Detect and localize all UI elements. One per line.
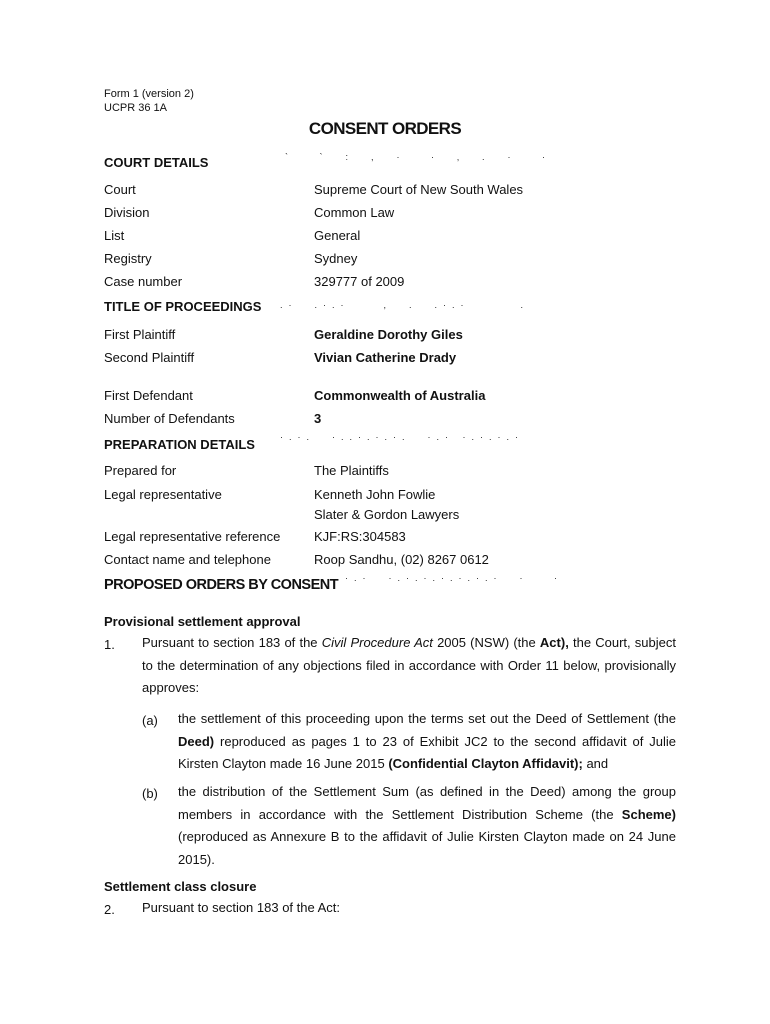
field-label: Number of Defendants bbox=[104, 411, 235, 426]
form-version: Form 1 (version 2) bbox=[104, 88, 194, 100]
first-plaintiff-row bbox=[104, 327, 704, 345]
class-closure-heading: Settlement class closure bbox=[104, 879, 257, 894]
scan-noise: ·.·. ·..·.·.·. ·.· ·.·.·.· bbox=[280, 432, 524, 442]
court-row bbox=[104, 182, 704, 200]
proposed-orders-heading: PROPOSED ORDERS BY CONSENT bbox=[104, 577, 339, 593]
division-row bbox=[104, 205, 704, 223]
field-value: Roop Sandhu, (02) 8267 0612 bbox=[314, 552, 489, 567]
field-value: The Plaintiffs bbox=[314, 463, 389, 478]
document-title: CONSENT ORDERS bbox=[308, 119, 462, 138]
field-label: First Defendant bbox=[104, 388, 193, 403]
order-2-text: Pursuant to section 183 of the Act: bbox=[142, 900, 341, 915]
number-of-defendants-row bbox=[104, 411, 704, 429]
field-value: KJF:RS:304583 bbox=[314, 529, 406, 544]
field-value: Common Law bbox=[314, 205, 395, 220]
field-value: Commonwealth of Australia bbox=[314, 388, 486, 403]
field-label: Second Plaintiff bbox=[104, 350, 195, 365]
form-reference bbox=[104, 87, 194, 115]
rule-reference: UCPR 36 1A bbox=[104, 102, 167, 114]
field-label: Legal representative bbox=[104, 487, 222, 502]
scan-noise: ` ` : , · · ‚ . · · bbox=[285, 152, 551, 162]
first-defendant-row bbox=[104, 388, 704, 406]
case-number-row bbox=[104, 274, 704, 292]
provisional-approval-heading: Provisional settlement approval bbox=[104, 614, 301, 629]
field-value: Slater & Gordon Lawyers bbox=[314, 507, 460, 522]
field-label: Case number bbox=[104, 274, 183, 289]
order-number: 1. bbox=[104, 637, 115, 652]
field-label: Legal representative reference bbox=[104, 529, 281, 544]
prepared-for-row bbox=[104, 463, 704, 481]
field-value: 3 bbox=[314, 411, 322, 426]
order-number: 2. bbox=[104, 902, 115, 917]
law-firm-row bbox=[104, 507, 704, 525]
field-label: Contact name and telephone bbox=[104, 552, 271, 567]
preparation-details-heading: PREPARATION DETAILS bbox=[104, 437, 255, 452]
field-label: List bbox=[104, 228, 125, 243]
order-1a-text: the settlement of this proceeding upon the terms set out the Deed of Settlement (the Deed) reproduced as pages 1 to 23 of Exhibit JC2 to the second affidavit of Julie Kirsten Clayton made 16 June 2015 (Confidential Clayton Affidavit); and bbox=[178, 711, 676, 771]
list-row bbox=[104, 228, 704, 246]
title-of-proceedings-heading: TITLE OF PROCEEDINGS bbox=[104, 299, 262, 314]
order-1b-text: the distribution of the Settlement Sum (as defined in the Deed) among the group members in accordance with the Settlement Distribution Scheme (the Scheme) (reproduced as Annexure B to the affidavit of Julie Kirsten Clayton made on 24 June 2015). bbox=[178, 784, 676, 867]
second-plaintiff-row bbox=[104, 350, 704, 368]
field-value: Kenneth John Fowlie bbox=[314, 487, 436, 502]
field-label: Division bbox=[104, 205, 150, 220]
field-label: First Plaintiff bbox=[104, 327, 176, 342]
field-value: General bbox=[314, 228, 361, 243]
field-label: Court bbox=[104, 182, 136, 197]
scan-noise: .· .·.· , . .·.· . bbox=[280, 300, 529, 310]
legal-representative-row bbox=[104, 487, 704, 505]
item-letter: (b) bbox=[142, 786, 158, 801]
field-value: 329777 of 2009 bbox=[314, 274, 405, 289]
contact-row bbox=[104, 552, 704, 570]
field-value: Supreme Court of New South Wales bbox=[314, 182, 524, 197]
scan-noise: ·.· ·.·.·.·.·.·.· · · bbox=[345, 573, 563, 583]
field-label: Prepared for bbox=[104, 463, 177, 478]
field-value: Vivian Catherine Drady bbox=[314, 350, 457, 365]
reference-row bbox=[104, 529, 704, 547]
field-label: Registry bbox=[104, 251, 152, 266]
order-1-text: Pursuant to section 183 of the Civil Procedure Act 2005 (NSW) (the Act), the Court, subject to the determination of any objections filed in accordance with Order 11 below, provisionally approves: bbox=[142, 635, 676, 695]
court-details-heading: COURT DETAILS bbox=[104, 155, 209, 170]
field-value: Geraldine Dorothy Giles bbox=[314, 327, 463, 342]
registry-row bbox=[104, 251, 704, 269]
item-letter: (a) bbox=[142, 713, 158, 728]
field-value: Sydney bbox=[314, 251, 358, 266]
